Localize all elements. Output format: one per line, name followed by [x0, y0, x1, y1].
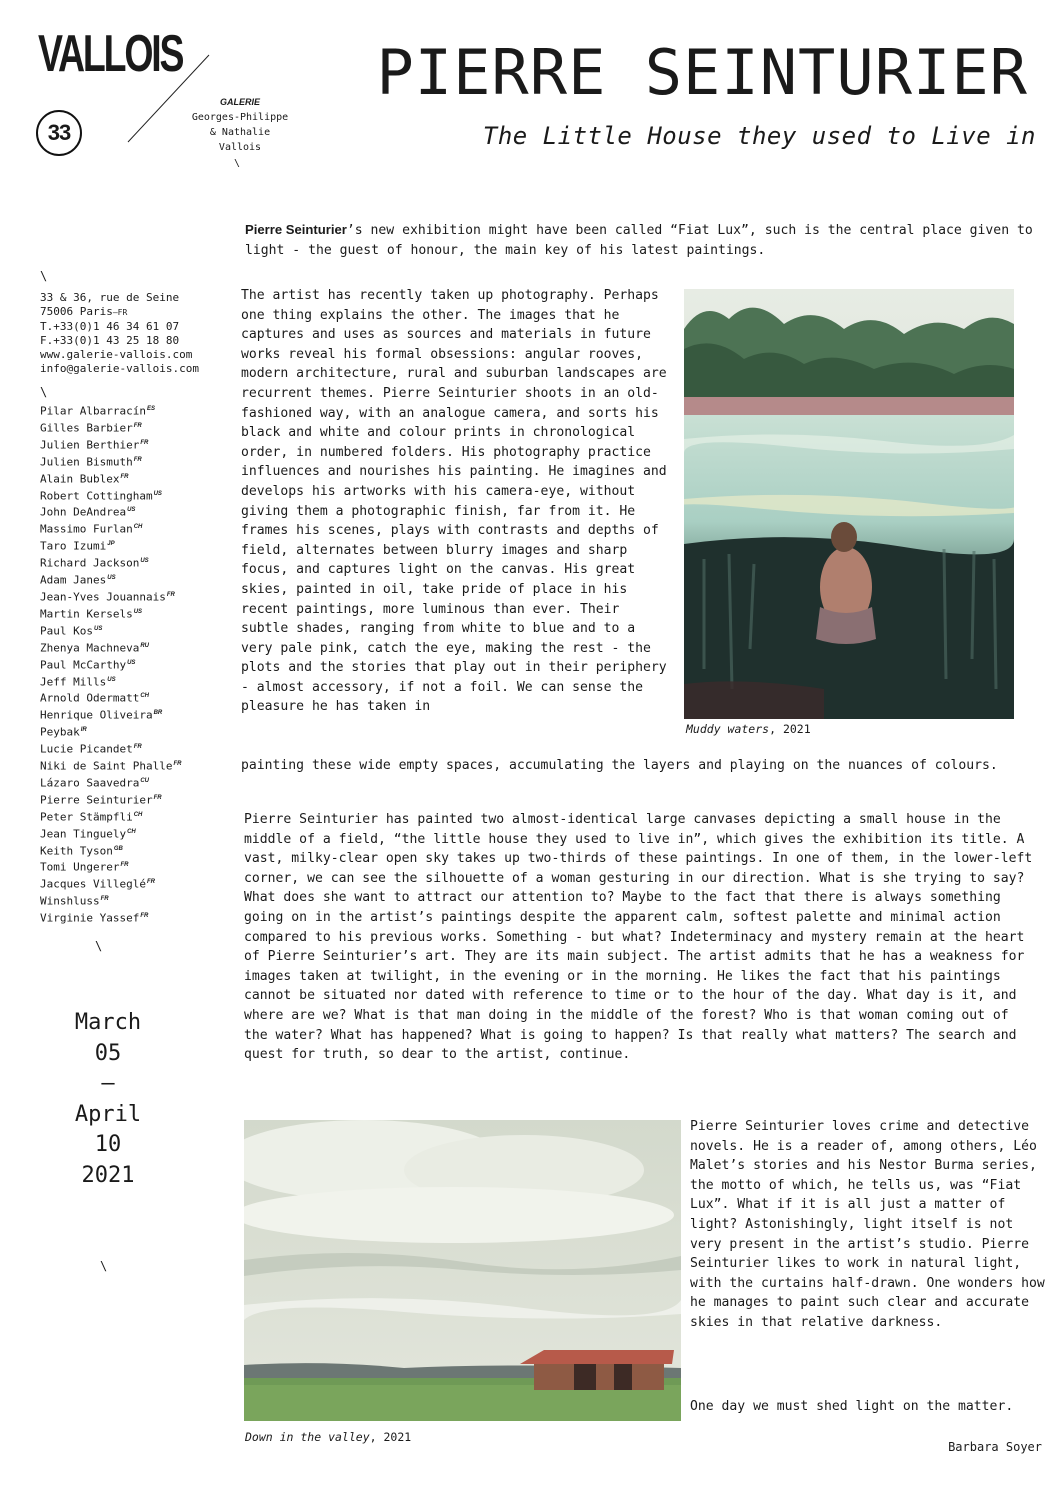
artist-list-item	[40, 503, 181, 520]
artist-name: Lázaro Saavedra	[40, 776, 140, 790]
gallery-name-line: & Nathalie	[209, 127, 271, 138]
artist-country-code: IR	[80, 727, 87, 734]
artist-country-code: US	[153, 490, 162, 497]
caption-down-in-the-valley	[245, 1430, 411, 1444]
artist-country-code: CH	[133, 811, 143, 818]
exhibition-dates	[48, 1008, 168, 1191]
artist-name: John DeAndrea	[40, 506, 127, 520]
represented-artists-list	[40, 402, 181, 926]
artist-name: Virginie Yassef	[40, 911, 140, 925]
artist-name: Massimo Furlan	[40, 523, 133, 536]
artist-name: Pierre Seinturier	[40, 793, 153, 807]
artist-list-item	[40, 842, 181, 859]
artist-list-item	[40, 656, 181, 673]
artist-name: Richard Jackson	[40, 556, 140, 570]
end-month: April	[74, 1101, 142, 1127]
artist-country-code: CH	[140, 693, 150, 700]
artist-country-code: FR	[140, 439, 149, 446]
artist-list-item	[40, 689, 181, 706]
date-separator: —	[101, 1071, 115, 1096]
artist-name: Taro Izumi	[40, 539, 107, 553]
website-link[interactable]: www.galerie-vallois.com	[40, 348, 193, 361]
artist-list-item	[40, 825, 181, 842]
artist-name: Henrique Oliveira	[40, 708, 153, 722]
fax-number: F.+33(0)1 43 25 18 80	[40, 334, 180, 347]
tick-mark: \	[40, 269, 48, 283]
artist-country-code: FR	[140, 913, 149, 920]
artist-list-item	[40, 706, 181, 723]
paragraph-closing-line: One day we must shed light on the matter.	[690, 1399, 1014, 1414]
artist-list-item	[40, 808, 181, 825]
artist-country-code: US	[107, 676, 116, 683]
address-line	[40, 305, 199, 320]
artist-list-item	[40, 537, 181, 554]
caption-year: , 2021	[369, 1430, 412, 1444]
artist-name: Robert Cottingham	[40, 489, 153, 503]
artist-list-item	[40, 875, 181, 892]
artist-name: Paul Kos	[40, 624, 93, 638]
gallery-logo-number-badge: 33	[36, 110, 82, 156]
artist-name: Gilles Barbier	[40, 421, 133, 435]
artist-list-item	[40, 419, 181, 436]
artist-list-item	[40, 554, 181, 571]
caption-title: Down in the valley	[245, 1430, 370, 1444]
artist-name: Niki de Saint Phalle	[40, 759, 173, 773]
artist-list-item	[40, 673, 181, 690]
artist-title: PIERRE SEINTURIER	[376, 36, 1028, 109]
artist-list-item	[40, 723, 181, 740]
artist-country-code: FR	[133, 422, 142, 429]
artist-country-code: RU	[140, 642, 150, 649]
artist-name: Jacques Villeglé	[40, 878, 146, 892]
artist-name: Zhenya Machneva	[40, 641, 140, 655]
artist-list-item	[40, 520, 181, 537]
artist-country-code: FR	[120, 473, 129, 480]
artist-country-code: US	[140, 558, 149, 565]
artist-country-code: FR	[133, 456, 142, 463]
artist-list-item	[40, 740, 181, 757]
paragraph-photography: The artist has recently taken up photography. Perhaps one thing explains the other. The images that he captures and uses as sources and materials in future works reveal his formal obsessions: angular rooves, modern architecture, rural and suburban landscapes are recurrent themes. Pierre Seinturier shoots in an old-fashioned way, with an analogue camera, and sorts his black and white and colour prints in chronological order, in numbered folders. His photography practice influences and nourishes his painting. He imagines and develops his artworks with his camera-eye, without giving them a photographic finish, far from it. He frames his scenes, plays with contrasts and depths of field, alternates between blurry images and sharp focus, and captures light on the canvas. His great skies, painted in oil, take pride of place in his recent paintings, more luminous than ever. Their subtle shades, ranging from white to blue and to a very pale pink, catch the eye, making the rest - the plots and the stories that play out in their periphery - almost accessory, if not a foil. We can sense the pleasure he has taken in	[241, 288, 667, 715]
paragraph-photography-continued: painting these wide empty spaces, accumulating the layers and playing on the nuances of colours.	[241, 758, 998, 773]
caption-muddy-waters	[686, 722, 811, 736]
intro-text: ’s new exhibition might have been called “Fiat Lux”, such is the central place given to light - the guest of honour, the main key of his latest paintings.	[245, 223, 1033, 258]
artist-name: Keith Tyson	[40, 844, 113, 858]
end-day: 10	[94, 1132, 122, 1157]
caption-year: , 2021	[769, 722, 811, 736]
artist-country-code: FR	[166, 591, 175, 598]
year: 2021	[81, 1162, 135, 1188]
artist-country-code: FR	[146, 879, 155, 886]
artist-name: Martin Kersels	[40, 607, 133, 621]
email-link[interactable]: info@galerie-vallois.com	[40, 362, 199, 375]
artist-country-code: US	[133, 608, 143, 615]
artist-list-item	[40, 757, 181, 774]
paragraph-fiat-lux: Pierre Seinturier loves crime and detective novels. He is a reader of, among others, Léo Malet’s stories and his Nestor Burma series, the motto of which, he tells us, was “Fiat Lux”. What if it is all just a matter of light? Astonishingly, light itself is not very present in the artist’s studio. Pierre Seinturier likes to work in natural light, with the curtains half-drawn. One wonders how he manages to paint such clear and accurate skies in that relative darkness.	[690, 1119, 1045, 1330]
artist-list-item	[40, 402, 181, 419]
start-day: 05	[94, 1040, 122, 1066]
country-suffix: —FR	[112, 308, 128, 317]
artist-list-item	[40, 858, 181, 875]
artist-name: Jean Tinguely	[40, 827, 127, 841]
artist-list-item	[40, 791, 181, 808]
artist-name: Adam Janes	[40, 573, 107, 587]
artist-list-item	[40, 453, 181, 470]
gallery-name-line: Vallois	[218, 142, 262, 153]
artist-country-code: JP	[107, 541, 115, 548]
caption-title: Muddy waters	[686, 722, 770, 736]
gallery-name-block	[180, 95, 300, 155]
artist-list-item	[40, 436, 181, 453]
artist-list-item	[40, 605, 181, 622]
artist-name: Jeff Mills	[40, 675, 107, 689]
address-city: 75006 Paris	[40, 305, 113, 318]
artist-name: Julien Berthier	[40, 438, 140, 452]
painting-down-in-the-valley	[244, 1120, 681, 1421]
gallery-logo-wordmark: VALLOIS	[38, 25, 183, 83]
contact-block	[40, 291, 199, 376]
gallery-name-line: Georges-Philippe	[191, 112, 289, 123]
artist-country-code: FR	[173, 761, 182, 768]
start-month: March	[74, 1010, 142, 1035]
artist-name: Peter Stämpfli	[40, 810, 133, 824]
address-line: 33 & 36, rue de Seine	[40, 291, 180, 304]
artist-name: Paul McCarthy	[40, 658, 127, 672]
tick-mark: \	[40, 385, 48, 399]
intro-artist-name: Pierre Seinturier	[245, 222, 347, 237]
artist-name: Tomi Ungerer	[40, 861, 120, 875]
artist-list-item	[40, 774, 181, 791]
artist-name: Lucie Picandet	[40, 742, 133, 756]
artist-list-item	[40, 470, 181, 487]
paragraph-little-house: Pierre Seinturier has painted two almost-identical large canvases depicting a small house in the middle of a field, “the little house they used to live in”, which gives the exhibition its title. A vast, milky-clear open sky takes up two-thirds of these paintings. In one of them, in the lower-left corner, we can see the silhouette of a woman gesturing in our direction. What is she trying to say? What does she want to attract our attention to? Maybe to the fact that there is always something going on in the artist’s paintings despite the apparent calm, softest palette and minimal action compared to his previous works. Something - but what? Indeterminacy and mystery remain at the heart of Pierre Seinturier’s art. They are its main subject. The artist admits that he has a weakness for images taken at twilight, in the evening or in the morning. He likes the fact that his paintings cannot be situated nor dated with reference to time or to the hour of the day. What day is it, and where are we? What is that man doing in the middle of the forest? Who is that woman coming out of the water? What has happened? What is going to happen? Is that really what matters? The search and quest for truth, so dear to the artist, continue.	[244, 812, 1033, 1063]
tick-mark: \	[95, 939, 103, 953]
artist-country-code: US	[107, 575, 116, 582]
artist-name: Alain Bublex	[40, 472, 120, 486]
artist-list-item	[40, 487, 181, 504]
artist-name: Peybak	[40, 725, 80, 739]
artist-list-item	[40, 588, 181, 605]
intro-paragraph	[245, 220, 1035, 260]
artist-country-code: FR	[100, 896, 109, 903]
artist-country-code: BR	[153, 710, 163, 717]
artist-country-code: US	[93, 625, 103, 632]
artist-country-code: FR	[120, 862, 129, 869]
artist-country-code: US	[127, 659, 136, 666]
artist-country-code: FR	[133, 744, 142, 751]
artist-list-item	[40, 571, 181, 588]
artist-name: Julien Bismuth	[40, 455, 133, 469]
exhibition-title: The Little House they used to Live in	[482, 122, 1036, 150]
artist-country-code: FR	[153, 794, 162, 801]
artist-list-item	[40, 892, 181, 909]
artist-list-item	[40, 622, 181, 639]
artist-name: Winshluss	[40, 894, 100, 908]
artist-country-code: ES	[146, 406, 155, 412]
painting-muddy-waters	[684, 289, 1014, 719]
artist-name: Pilar Albarracín	[40, 404, 146, 418]
phone-number: T.+33(0)1 46 34 61 07	[40, 320, 180, 333]
gallery-label: GALERIE	[219, 97, 260, 107]
artist-name: Jean-Yves Jouannais	[40, 590, 166, 604]
author-signature: Barbara Soyer	[948, 1440, 1042, 1454]
artist-country-code: CH	[127, 828, 136, 835]
artist-name: Arnold Odermatt	[40, 692, 140, 706]
artist-country-code: CU	[140, 777, 150, 784]
artist-country-code: CH	[133, 524, 143, 531]
artist-country-code: GB	[113, 845, 123, 852]
artist-list-item	[40, 639, 181, 656]
artist-list-item	[40, 909, 181, 926]
artist-country-code: US	[127, 507, 136, 514]
tick-mark: \	[234, 158, 241, 169]
tick-mark: \	[100, 1259, 108, 1273]
